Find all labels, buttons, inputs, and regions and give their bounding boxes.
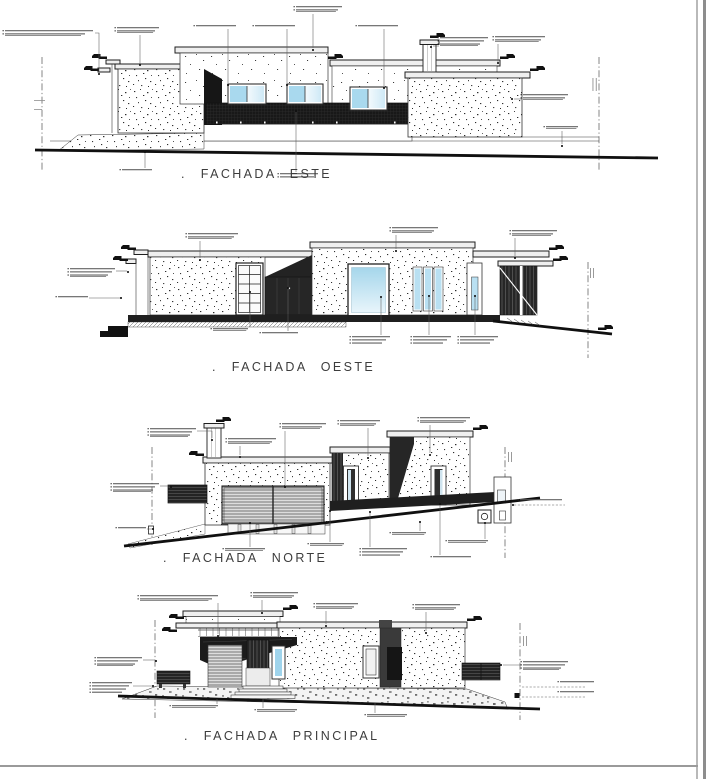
louver-panel xyxy=(500,266,537,315)
sheet-edge-line xyxy=(703,0,706,779)
horizontal-slat-screen xyxy=(208,645,242,687)
roof-scupper-icon xyxy=(189,451,204,456)
roof-scupper-icon xyxy=(162,627,177,632)
roof-scupper-icon xyxy=(84,66,99,71)
dark-corner-window xyxy=(265,277,312,315)
glass-door xyxy=(348,264,389,316)
facade-norte-title: . FACHADA NORTE xyxy=(163,551,328,565)
facade-este-title: . FACHADA ESTE xyxy=(181,167,333,181)
entry-window xyxy=(272,646,285,679)
facade-principal-drawing xyxy=(118,605,540,720)
roof-scupper-icon xyxy=(553,256,568,261)
roof-scupper-icon xyxy=(328,54,343,59)
roof-scupper-icon xyxy=(283,605,298,610)
roof-scupper-icon xyxy=(92,54,107,59)
roof-scupper-icon xyxy=(549,245,564,250)
louver-fence xyxy=(157,671,190,684)
facade-principal-title: . FACHADA PRINCIPAL xyxy=(184,729,380,743)
roof-scupper-icon xyxy=(598,325,613,330)
roof-scupper-icon xyxy=(169,614,184,619)
window xyxy=(228,84,266,104)
louver-fence xyxy=(168,485,207,503)
dark-pillar-door xyxy=(379,620,402,687)
window xyxy=(287,84,323,104)
sheet-edge-line xyxy=(0,765,698,767)
roof-scupper-icon xyxy=(473,425,488,430)
window xyxy=(363,646,379,678)
roof-scupper-icon xyxy=(121,245,136,250)
roof-scupper-icon xyxy=(467,616,482,621)
grid-door xyxy=(236,263,263,315)
window xyxy=(350,87,387,110)
roof-scupper-icon xyxy=(500,54,515,59)
garage-louver-door xyxy=(222,486,324,524)
sheet-edge-line xyxy=(696,0,698,779)
base-retaining-wall xyxy=(122,686,507,707)
triple-windows xyxy=(413,267,443,311)
facade-norte-drawing xyxy=(124,417,540,558)
door xyxy=(344,466,359,505)
narrow-window xyxy=(467,263,482,315)
facade-oeste-drawing xyxy=(100,242,613,358)
facade-oeste-title: . FACHADA OESTE xyxy=(212,360,376,374)
roof-scupper-icon xyxy=(530,66,545,71)
facade-este-drawing xyxy=(34,33,658,170)
chimney xyxy=(204,417,231,458)
roof-scupper-icon xyxy=(113,256,128,261)
